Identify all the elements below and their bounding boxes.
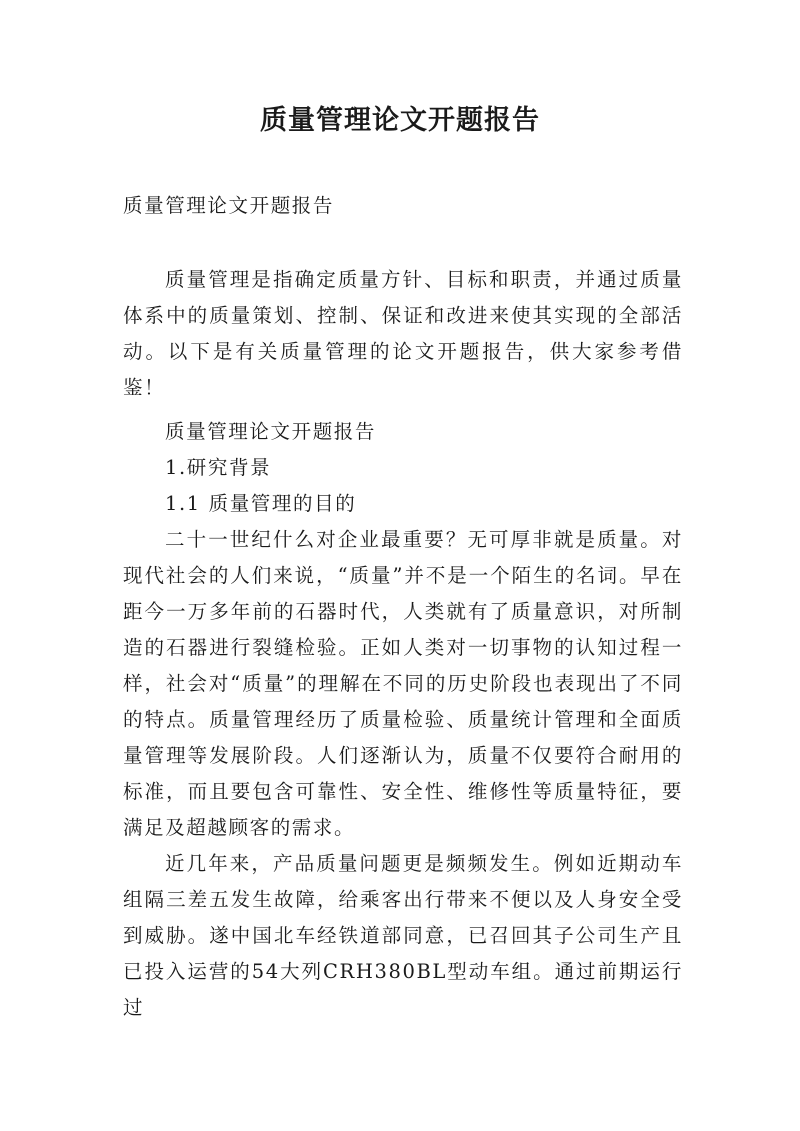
intro-paragraph: 质量管理是指确定质量方针、目标和职责，并通过质量体系中的质量策划、控制、保证和改进来使其实现的全部活动。以下是有关质量管理的论文开题报告，供大家参考借鉴！: [123, 268, 683, 399]
document-subtitle: 质量管理论文开题报告: [123, 194, 335, 217]
body-paragraph-2: 近几年来，产品质量问题更是频频发生。例如近期动车组隔三差五发生故障，给乘客出行带来不便以及人身安全受到威胁。遂中国北车经铁道部同意，已召回其子公司生产且已投入运营的54大列CRH380BL型动车组。通过前期运行过: [123, 852, 683, 1019]
body-paragraph-1: 二十一世纪什么对企业最重要？无可厚非就是质量。对现代社会的人们来说，“质量”并不是一个陌生的名词。早在距今一万多年前的石器时代，人类就有了质量意识，对所制造的石器进行裂缝检验。正如人类对一切事物的认知过程一样，社会对“质量”的理解在不同的历史阶段也表现出了不同的特点。质量管理经历了质量检验、质量统计管理和全面质量管理等发展阶段。人们逐渐认为，质量不仅要符合耐用的标准，而且要包含可靠性、安全性、维修性等质量特征，要满足及超越顾客的需求。: [123, 528, 683, 839]
section-heading: 质量管理论文开题报告: [165, 420, 377, 443]
report-body: [123, 414, 683, 1026]
heading-quality-management-purpose: 1.1 质量管理的目的: [165, 492, 357, 515]
document-title: 质量管理论文开题报告: [260, 105, 540, 136]
heading-research-background: 1.研究背景: [165, 456, 272, 479]
